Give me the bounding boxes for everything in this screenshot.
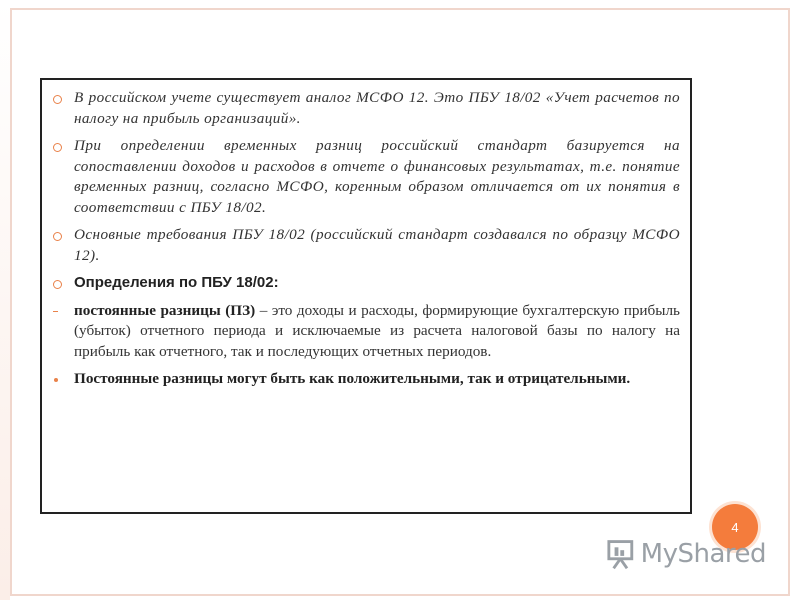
list-item-heading xyxy=(52,273,680,294)
list-item xyxy=(52,225,680,266)
list-item xyxy=(52,88,680,129)
slide-left-edge xyxy=(0,0,10,600)
list-item-bold xyxy=(52,369,680,390)
list-item xyxy=(52,136,680,218)
item-text: В российском учете существует аналог МСФО 12. Это ПБУ 18/02 «Учет расчетов по налогу на прибыль организаций». xyxy=(74,89,680,127)
presentation-icon xyxy=(606,537,635,571)
content-box xyxy=(40,78,692,514)
list-item-definition xyxy=(52,301,680,363)
definition-text: – это доходы и расходы, формирующие бухгалтерскую прибыль (убыток) отчетного периода и исключаемые из расчета налоговой базы по налогу на прибыль как отчетного, так и последующих отчетных периодов. xyxy=(74,301,680,360)
page-number: 4 xyxy=(731,519,739,535)
myshared-logo xyxy=(606,534,766,574)
item-text: При определении временных разниц российский стандарт базируется на сопоставлении доходов и расходов в отчете о финансовых результатах, т.е. понятие временных разниц, согласно МСФО, коренным образом отличается от их понятия в соответствии с ПБУ 18/02. xyxy=(74,137,680,216)
item-text: Определения по ПБУ 18/02: xyxy=(74,274,279,291)
logo-text: MyShared xyxy=(640,539,766,569)
item-text: Основные требования ПБУ 18/02 (российский стандарт создавался по образцу МСФО 12). xyxy=(74,226,680,264)
definition-term: постоянные разницы (ПЗ) xyxy=(74,301,256,319)
item-text: Постоянные разницы могут быть как положительными, так и отрицательными. xyxy=(74,370,631,387)
